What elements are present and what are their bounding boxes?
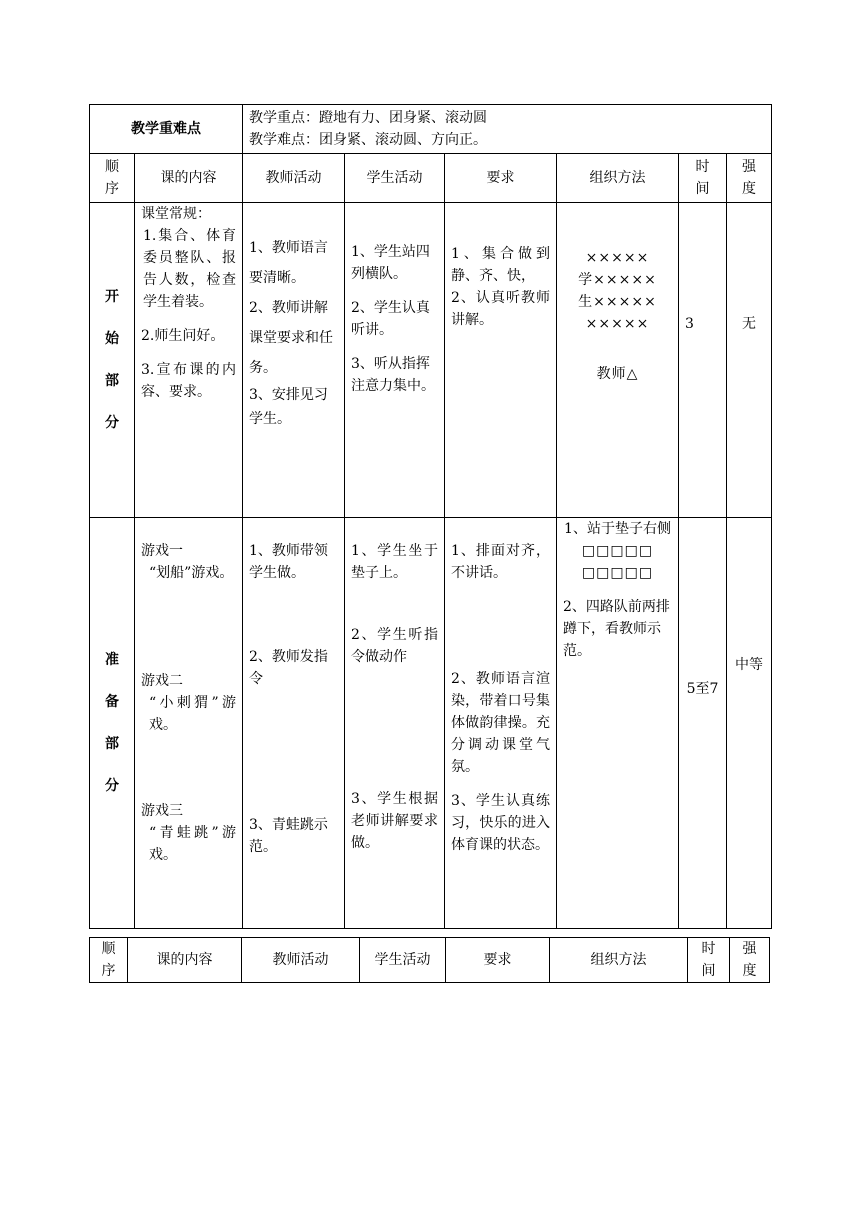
key-points-row — [90, 105, 772, 154]
header-intensity-char-2: 度 — [742, 181, 757, 197]
header-requirement: 要求 — [445, 154, 557, 203]
continuation-header-table — [89, 937, 770, 983]
header-order — [90, 154, 135, 203]
start-section-label — [90, 203, 135, 518]
prep-time: 5至7 — [679, 518, 727, 929]
header-intensity — [727, 154, 772, 203]
teaching-difficulty: 教学难点：团身紧、滚动圆、方向正。 — [249, 132, 487, 148]
header-student: 学生活动 — [345, 154, 445, 203]
start-label-char: 部 — [105, 373, 119, 389]
student-line: 1、学生站四列横队。 — [351, 244, 430, 282]
prep-content — [135, 518, 243, 929]
teacher-line: 2、教师讲解课堂要求和任务。 — [249, 300, 333, 376]
student-line: 3、听从指挥注意力集中。 — [351, 356, 435, 394]
start-label-char: 分 — [105, 415, 119, 431]
header-organization: 组织方法 — [557, 154, 679, 203]
start-label-char: 开 — [105, 289, 119, 305]
requirement-line: 2、教师语言渲染，带着口号集体做韵律操。充分调动课堂气氛。 — [451, 671, 550, 775]
start-section-row — [90, 203, 772, 518]
formation-line: ××××× — [585, 250, 650, 266]
teacher-line: 1、教师语言要清晰。 — [249, 240, 328, 286]
game-name: “青蛙跳”游戏。 — [149, 825, 236, 863]
start-content — [135, 203, 243, 518]
prep-teacher — [243, 518, 345, 929]
prep-label-char: 备 — [105, 694, 119, 710]
content-line: 2.师生问好。 — [141, 328, 225, 344]
header-time-char-2: 间 — [701, 963, 716, 979]
header-intensity-char-1: 强 — [742, 159, 757, 175]
header-intensity — [730, 938, 770, 983]
mat-row: □□□□□ — [581, 565, 654, 581]
game-name: “小刺猬”游戏。 — [149, 695, 236, 733]
header-order-char-1: 顺 — [105, 159, 119, 175]
header-student: 学生活动 — [360, 938, 446, 983]
prep-label-char: 准 — [105, 652, 119, 668]
header-teacher: 教师活动 — [242, 938, 360, 983]
key-points-label: 教学重难点 — [90, 105, 243, 154]
prep-section-label — [90, 518, 135, 929]
header-content: 课的内容 — [135, 154, 243, 203]
organization-line: 1、站于垫子右侧 — [564, 521, 671, 537]
start-time: 3 — [679, 203, 727, 518]
header-time-char-1: 时 — [695, 159, 710, 175]
requirement-line: 3、学生认真练习，快乐的进入体育课的状态。 — [451, 793, 550, 853]
header-organization: 组织方法 — [550, 938, 688, 983]
header-order-char-2: 序 — [101, 963, 116, 979]
content-line: 1.集合、体育委员整队、报告人数，检查学生着装。 — [143, 228, 236, 310]
start-requirement — [445, 203, 557, 518]
lesson-plan-table — [89, 104, 772, 929]
header-time — [679, 154, 727, 203]
prep-section-row — [90, 518, 772, 929]
header-intensity-char-1: 强 — [742, 941, 757, 957]
student-line: 2、学生认真听讲。 — [351, 300, 430, 338]
content-line: 课堂常规： — [141, 206, 211, 222]
header-order-char-2: 序 — [105, 181, 119, 197]
key-points-text — [243, 105, 772, 154]
teacher-line: 2、教师发指令 — [249, 649, 328, 687]
start-teacher — [243, 203, 345, 518]
requirement-line: 1、排面对齐，不讲话。 — [451, 543, 550, 581]
prep-requirement — [445, 518, 557, 929]
teacher-line: 3、青蛙跳示范。 — [249, 817, 328, 855]
teacher-position-mark: 教师△ — [596, 366, 639, 382]
header-order — [90, 938, 128, 983]
content-line: 3.宣布课的内容、要求。 — [141, 362, 236, 400]
start-student — [345, 203, 445, 518]
prep-label-char: 分 — [105, 778, 119, 794]
start-label-char: 始 — [105, 331, 119, 347]
start-intensity: 无 — [727, 203, 772, 518]
header-time-char-1: 时 — [701, 941, 716, 957]
game-title: 游戏一 — [141, 543, 183, 559]
header-time — [688, 938, 730, 983]
game-title: 游戏三 — [141, 803, 183, 819]
requirement-line: 2、认真听教师讲解。 — [451, 290, 550, 328]
continuation-header-row — [90, 938, 770, 983]
student-line: 2、学生听指令做动作 — [351, 627, 438, 665]
formation-line: 生××××× — [578, 294, 657, 310]
header-teacher: 教师活动 — [243, 154, 345, 203]
header-order-char-1: 顺 — [101, 941, 116, 957]
prep-student — [345, 518, 445, 929]
mat-row: □□□□□ — [581, 543, 654, 559]
student-line: 3、学生根据老师讲解要求做。 — [351, 791, 438, 851]
start-organization — [557, 203, 679, 518]
teaching-focus: 教学重点：蹬地有力、团身紧、滚动圆 — [249, 110, 487, 126]
teacher-line: 3、安排见习学生。 — [249, 387, 328, 427]
prep-label-char: 部 — [105, 736, 119, 752]
header-intensity-char-2: 度 — [742, 963, 757, 979]
header-requirement: 要求 — [446, 938, 550, 983]
formation-line: 学××××× — [578, 272, 657, 288]
organization-line: 2、四路队前两排蹲下，看教师示范。 — [563, 599, 670, 659]
header-time-char-2: 间 — [695, 181, 710, 197]
prep-organization — [557, 518, 679, 929]
header-row — [90, 154, 772, 203]
game-title: 游戏二 — [141, 673, 183, 689]
student-line: 1、学生坐于垫子上。 — [351, 543, 438, 581]
formation-line: ××××× — [585, 316, 650, 332]
game-name: “划船”游戏。 — [149, 565, 234, 581]
header-content: 课的内容 — [128, 938, 242, 983]
teacher-line: 1、教师带领学生做。 — [249, 543, 328, 581]
prep-intensity: 中等 — [727, 518, 772, 929]
requirement-line: 1、集合做到静、齐、快， — [451, 246, 550, 284]
